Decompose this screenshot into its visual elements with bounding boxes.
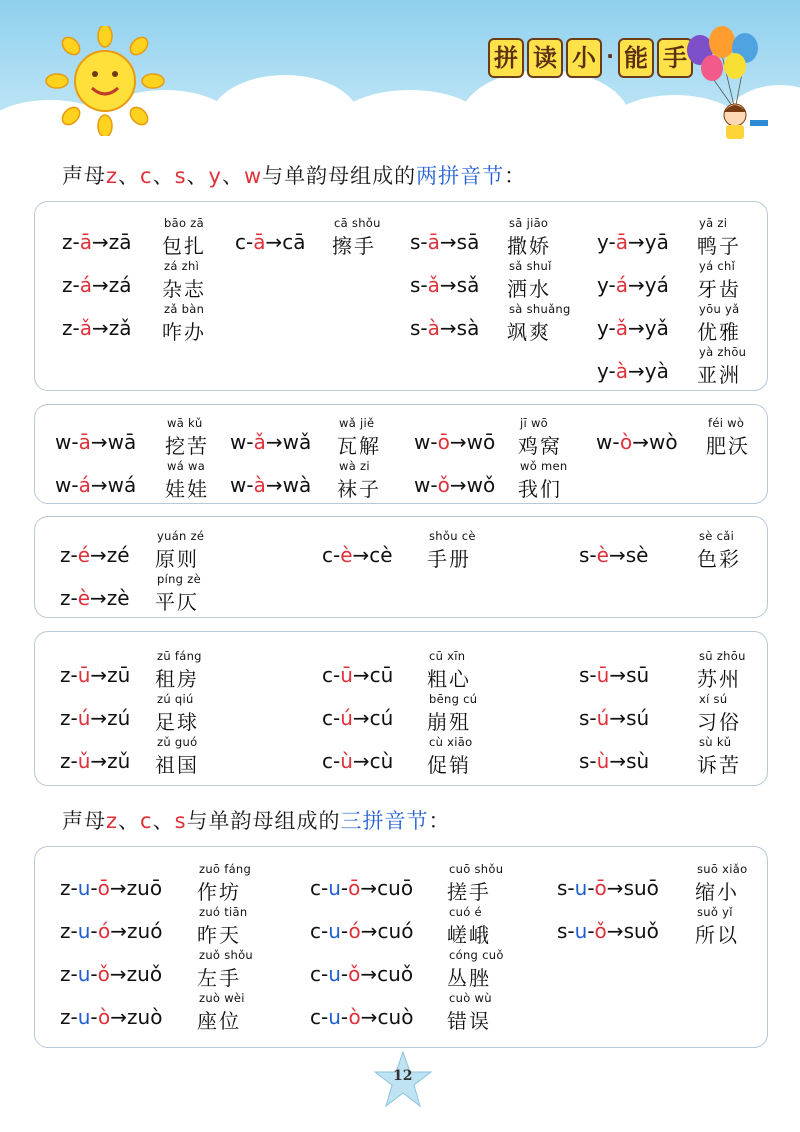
chinese-word: 促销: [427, 753, 471, 777]
vowel-letter: é: [77, 543, 91, 567]
vowel-letter: è: [77, 586, 91, 610]
result-syllable: wō: [466, 430, 496, 454]
vowel-letter: á: [615, 273, 628, 297]
chinese-word: 习俗: [697, 710, 741, 734]
result-syllable: wò: [648, 430, 678, 454]
vowel-letter: è: [340, 543, 353, 567]
syllable-formula: s-ū→sū: [579, 663, 650, 687]
pinyin-annotation: sù kǔ: [699, 735, 732, 749]
chinese-word: 平仄: [155, 590, 199, 614]
medial-letter: u: [328, 876, 341, 900]
vowel-letter: ā: [427, 230, 440, 254]
medial-letter: u: [77, 1005, 91, 1029]
initial-letter: z: [60, 543, 71, 567]
chinese-word: 袜子: [337, 477, 381, 501]
pinyin-annotation: wà zi: [339, 459, 370, 473]
syllable-formula: z-u-ó→zuó: [60, 919, 163, 943]
pinyin-annotation: bēng cú: [429, 692, 478, 706]
syllable-formula: c-u-ó→cuó: [310, 919, 414, 943]
syllable-formula: c-ā→cā: [235, 230, 306, 254]
vowel-letter: ó: [98, 919, 111, 943]
vowel-letter: á: [78, 473, 91, 497]
vowel-letter: è: [596, 543, 609, 567]
pinyin-annotation: píng zè: [157, 572, 201, 586]
pinyin-annotation: suō xiǎo: [697, 862, 748, 876]
initial-letter: w: [55, 473, 72, 497]
chinese-word: 缩小: [695, 880, 739, 904]
heading-prefix: 声母: [62, 164, 106, 188]
chinese-word: 丛脞: [447, 966, 491, 990]
syllable-formula: s-u-ō→suō: [557, 876, 659, 900]
chinese-word: 肥沃: [706, 434, 750, 458]
initial-letter: s: [579, 543, 590, 567]
syllable-formula: z-u-ò→zuò: [60, 1005, 163, 1029]
pinyin-annotation: bāo zā: [164, 216, 204, 230]
result-syllable: yā: [644, 230, 669, 254]
heading-emphasis: 两拼音节: [416, 164, 505, 188]
vowel-letter: ǒ: [97, 962, 110, 986]
initial-letter: y: [597, 359, 609, 383]
vowel-letter: ǒ: [594, 919, 607, 943]
syllable-formula: w-ā→wā: [55, 430, 137, 454]
pinyin-annotation: cuō shǒu: [449, 862, 504, 876]
medial-letter: u: [77, 919, 91, 943]
chinese-word: 撒娇: [507, 234, 551, 258]
initial-letter: s: [410, 230, 421, 254]
pinyin-annotation: yā zi: [699, 216, 728, 230]
result-syllable: sà: [456, 316, 480, 340]
initial-letter: s: [557, 919, 568, 943]
initial-letter: s: [557, 876, 568, 900]
result-syllable: yá: [644, 273, 669, 297]
chinese-word: 咋办: [162, 320, 206, 344]
vowel-letter: ó: [348, 919, 361, 943]
chinese-word: 搓手: [447, 880, 491, 904]
chinese-word: 挖苦: [165, 434, 209, 458]
syllable-formula: w-ò→wò: [596, 430, 678, 454]
result-syllable: sè: [625, 543, 649, 567]
result-syllable: zǎ: [108, 316, 132, 340]
section-2-box: [34, 404, 768, 504]
chinese-word: 租房: [155, 667, 199, 691]
pinyin-annotation: zǔ guó: [157, 735, 198, 749]
chinese-word: 娃娃: [165, 477, 209, 501]
title-char-3: 小: [566, 38, 602, 78]
syllable-formula: c-u-ò→cuò: [310, 1005, 414, 1029]
result-syllable: cuò: [377, 1005, 414, 1029]
result-syllable: cù: [369, 749, 394, 773]
initial-letter: z: [62, 316, 73, 340]
syllable-formula: z-ū→zū: [60, 663, 131, 687]
result-syllable: zū: [107, 663, 131, 687]
vowel-letter: ā: [253, 230, 266, 254]
vowel-letter: ō: [97, 876, 110, 900]
result-syllable: cè: [369, 543, 393, 567]
result-syllable: zuǒ: [126, 962, 163, 986]
heading-prefix: 声母: [62, 809, 106, 833]
chinese-word: 飒爽: [507, 320, 551, 344]
vowel-letter: ǔ: [77, 749, 91, 773]
vowel-letter: ū: [77, 663, 91, 687]
syllable-formula: y-à→yà: [597, 359, 669, 383]
vowel-letter: ā: [78, 430, 91, 454]
result-syllable: zú: [107, 706, 131, 730]
title-badge: [488, 38, 693, 80]
initial-letter: z: [60, 962, 71, 986]
syllable-formula: c-ū→cū: [322, 663, 394, 687]
initial-letter: w: [55, 430, 72, 454]
medial-letter: u: [328, 1005, 341, 1029]
pinyin-annotation: suǒ yǐ: [697, 905, 733, 919]
pinyin-annotation: sè cǎi: [699, 529, 735, 543]
pinyin-annotation: zū fáng: [157, 649, 202, 663]
result-syllable: suǒ: [623, 919, 659, 943]
result-syllable: zā: [108, 230, 132, 254]
initial-letter: z: [60, 663, 71, 687]
initial-letter: s: [410, 273, 421, 297]
initial-letter: c: [310, 1005, 321, 1029]
pinyin-annotation: sā jiāo: [509, 216, 549, 230]
pinyin-annotation: cuó é: [449, 905, 482, 919]
initial-letter: y: [597, 230, 609, 254]
syllable-formula: z-á→zá: [62, 273, 132, 297]
vowel-letter: ǎ: [427, 273, 440, 297]
pinyin-annotation: cù xiāo: [429, 735, 473, 749]
pinyin-annotation: jī wō: [520, 416, 548, 430]
result-syllable: cuó: [377, 919, 414, 943]
chinese-word: 崩殂: [427, 710, 471, 734]
result-syllable: zuó: [127, 919, 163, 943]
chinese-word: 左手: [197, 966, 241, 990]
syllable-formula: w-ǎ→wǎ: [230, 430, 312, 454]
syllable-formula: z-è→zè: [60, 586, 130, 610]
initial-letter: s: [579, 706, 590, 730]
syllable-formula: z-ú→zú: [60, 706, 131, 730]
syllable-formula: c-u-ǒ→cuǒ: [310, 962, 414, 986]
initial-letter: c: [322, 663, 333, 687]
vowel-letter: à: [615, 359, 628, 383]
vowel-letter: ō: [437, 430, 450, 454]
vowel-letter: à: [253, 473, 266, 497]
chinese-word: 色彩: [697, 547, 741, 571]
syllable-formula: s-ù→sù: [579, 749, 650, 773]
heading-initial: w: [243, 164, 263, 188]
chinese-word: 杂志: [162, 277, 206, 301]
syllable-formula: s-ǎ→sǎ: [410, 273, 480, 297]
initial-letter: c: [310, 876, 321, 900]
title-char-1: 拼: [488, 38, 524, 78]
pinyin-annotation: wā kǔ: [167, 416, 203, 430]
initial-letter: s: [579, 749, 590, 773]
pinyin-annotation: zuǒ shǒu: [199, 948, 254, 962]
medial-letter: u: [328, 962, 341, 986]
initial-letter: w: [230, 430, 247, 454]
chinese-word: 足球: [155, 710, 199, 734]
initial-letter: z: [60, 919, 71, 943]
heading-initial: s: [174, 809, 187, 833]
vowel-letter: ǎ: [615, 316, 628, 340]
pinyin-annotation: sà shuǎng: [509, 302, 571, 316]
initial-letter: c: [235, 230, 246, 254]
title-dot: ·: [606, 44, 614, 68]
heading-three-syllable: 声母z、c、s与单韵母组成的三拼音节：: [62, 809, 451, 833]
initial-letter: c: [322, 543, 333, 567]
heading-initial: s: [174, 164, 187, 188]
chinese-word: 鸡窝: [518, 434, 562, 458]
title-char-4: 能: [618, 38, 654, 78]
initial-letter: s: [579, 663, 590, 687]
syllable-formula: s-ú→sú: [579, 706, 650, 730]
result-syllable: zé: [106, 543, 130, 567]
vowel-letter: á: [79, 273, 92, 297]
chinese-word: 座位: [197, 1009, 241, 1033]
vowel-letter: à: [427, 316, 440, 340]
vowel-letter: ú: [596, 706, 610, 730]
result-syllable: zuò: [127, 1005, 163, 1029]
medial-letter: u: [328, 919, 341, 943]
result-syllable: wǎ: [282, 430, 312, 454]
result-syllable: sú: [626, 706, 650, 730]
initial-letter: z: [60, 1005, 71, 1029]
syllable-formula: w-ǒ→wǒ: [414, 473, 496, 497]
chinese-word: 鸭子: [697, 234, 741, 258]
heading-initial: c: [140, 809, 153, 833]
result-syllable: sū: [626, 663, 650, 687]
result-syllable: wà: [282, 473, 312, 497]
result-syllable: zá: [108, 273, 132, 297]
syllable-formula: z-u-ǒ→zuǒ: [60, 962, 163, 986]
syllable-formula: c-ù→cù: [322, 749, 394, 773]
chinese-word: 牙齿: [697, 277, 741, 301]
vowel-letter: ú: [340, 706, 353, 730]
initial-letter: c: [322, 749, 333, 773]
vowel-letter: ū: [340, 663, 353, 687]
header-banner: [0, 0, 800, 140]
result-syllable: cuǒ: [377, 962, 414, 986]
initial-letter: c: [310, 919, 321, 943]
pinyin-annotation: zuò wèi: [199, 991, 245, 1005]
page-number: 12: [393, 1068, 413, 1084]
balloons-girl-icon: [680, 20, 790, 140]
pinyin-annotation: féi wò: [708, 416, 745, 430]
pinyin-annotation: wá wa: [167, 459, 206, 473]
result-syllable: sù: [626, 749, 650, 773]
syllable-formula: z-u-ō→zuō: [60, 876, 163, 900]
vowel-letter: ǒ: [348, 962, 361, 986]
result-syllable: yà: [644, 359, 669, 383]
chinese-word: 作坊: [197, 880, 241, 904]
heading-initial: y: [208, 164, 222, 188]
title-char-5: 手: [657, 38, 693, 78]
result-syllable: cā: [282, 230, 306, 254]
vowel-letter: ō: [348, 876, 361, 900]
heading-initial: z: [106, 809, 119, 833]
vowel-letter: ù: [340, 749, 353, 773]
vowel-letter: ā: [615, 230, 628, 254]
pinyin-annotation: sū zhōu: [699, 649, 746, 663]
initial-letter: z: [60, 586, 71, 610]
syllable-formula: c-ú→cú: [322, 706, 394, 730]
section-3-box: [34, 516, 768, 618]
initial-letter: w: [596, 430, 613, 454]
chinese-word: 亚洲: [697, 363, 741, 387]
syllable-formula: y-ǎ→yǎ: [597, 316, 669, 340]
section-4-box: [34, 631, 768, 786]
sun-icon: [45, 26, 165, 136]
chinese-word: 我们: [518, 477, 562, 501]
chinese-word: 诉苦: [697, 753, 741, 777]
medial-letter: u: [574, 876, 588, 900]
heading-emphasis: 三拼音节: [340, 809, 429, 833]
result-syllable: wá: [107, 473, 137, 497]
initial-letter: z: [60, 749, 71, 773]
vowel-letter: ǎ: [253, 430, 266, 454]
vowel-letter: ù: [596, 749, 610, 773]
vowel-letter: ǎ: [79, 316, 92, 340]
chinese-word: 祖国: [155, 753, 199, 777]
pinyin-annotation: zá zhì: [164, 259, 200, 273]
chinese-word: 优雅: [697, 320, 741, 344]
pinyin-annotation: xí sú: [699, 692, 728, 706]
syllable-formula: z-é→zé: [60, 543, 130, 567]
result-syllable: yǎ: [644, 316, 669, 340]
heading-initial: c: [140, 164, 153, 188]
chinese-word: 瓦解: [337, 434, 381, 458]
pinyin-annotation: cuò wù: [449, 991, 492, 1005]
syllable-formula: z-ǔ→zǔ: [60, 749, 131, 773]
initial-letter: w: [414, 473, 431, 497]
chinese-word: 苏州: [697, 667, 741, 691]
heading-colon: ：: [504, 164, 527, 188]
pinyin-annotation: zuó tiān: [199, 905, 248, 919]
result-syllable: wǒ: [466, 473, 496, 497]
pinyin-annotation: cā shǒu: [334, 216, 381, 230]
heading-initial: z: [106, 164, 119, 188]
initial-letter: y: [597, 316, 609, 340]
heading-colon: ：: [428, 809, 451, 833]
pinyin-annotation: cóng cuǒ: [449, 948, 504, 962]
medial-letter: u: [574, 919, 588, 943]
syllable-formula: z-ǎ→zǎ: [62, 316, 132, 340]
pinyin-annotation: zǎ bàn: [164, 302, 205, 316]
initial-letter: s: [410, 316, 421, 340]
pinyin-annotation: shǒu cè: [429, 529, 476, 543]
pinyin-annotation: sǎ shuǐ: [509, 259, 552, 273]
initial-letter: z: [60, 876, 71, 900]
pinyin-annotation: yà zhōu: [699, 345, 747, 359]
result-syllable: zè: [106, 586, 130, 610]
initial-letter: y: [597, 273, 609, 297]
chinese-word: 嵯峨: [447, 923, 491, 947]
chinese-word: 手册: [427, 547, 471, 571]
syllable-formula: y-á→yá: [597, 273, 669, 297]
result-syllable: cuō: [377, 876, 414, 900]
chinese-word: 错误: [447, 1009, 491, 1033]
medial-letter: u: [77, 962, 91, 986]
vowel-letter: ā: [79, 230, 92, 254]
pinyin-annotation: yuán zé: [157, 529, 205, 543]
vowel-letter: ǒ: [437, 473, 450, 497]
chinese-word: 擦手: [332, 234, 376, 258]
heading-two-syllable: 声母z、c、s、y、w与单韵母组成的两拼音节：: [62, 164, 527, 188]
vowel-letter: ò: [619, 430, 633, 454]
chinese-word: 所以: [695, 923, 739, 947]
initial-letter: z: [62, 273, 73, 297]
vowel-letter: ū: [596, 663, 610, 687]
initial-letter: z: [60, 706, 71, 730]
pinyin-annotation: yá chǐ: [699, 259, 736, 273]
heading-suffix: 与单韵母组成的: [262, 164, 417, 188]
result-syllable: cú: [369, 706, 394, 730]
syllable-formula: s-è→sè: [579, 543, 649, 567]
syllable-formula: c-u-ō→cuō: [310, 876, 414, 900]
vowel-letter: ò: [348, 1005, 361, 1029]
pinyin-annotation: wǒ men: [520, 459, 568, 473]
initial-letter: c: [310, 962, 321, 986]
chinese-word: 昨天: [197, 923, 241, 947]
syllable-formula: s-ā→sā: [410, 230, 480, 254]
result-syllable: zuō: [126, 876, 163, 900]
syllable-formula: w-á→wá: [55, 473, 137, 497]
result-syllable: cū: [369, 663, 394, 687]
syllable-formula: y-ā→yā: [597, 230, 669, 254]
initial-letter: w: [414, 430, 431, 454]
vowel-letter: ō: [594, 876, 607, 900]
result-syllable: suō: [623, 876, 659, 900]
pinyin-annotation: cū xīn: [429, 649, 466, 663]
pinyin-annotation: wǎ jiě: [339, 416, 375, 430]
syllable-formula: w-à→wà: [230, 473, 312, 497]
pinyin-annotation: zú qiú: [157, 692, 194, 706]
result-syllable: sǎ: [456, 273, 480, 297]
syllable-formula: s-u-ǒ→suǒ: [557, 919, 659, 943]
chinese-word: 粗心: [427, 667, 471, 691]
syllable-formula: z-ā→zā: [62, 230, 132, 254]
title-char-2: 读: [527, 38, 563, 78]
syllable-formula: c-è→cè: [322, 543, 393, 567]
result-syllable: wā: [107, 430, 137, 454]
chinese-word: 洒水: [507, 277, 551, 301]
vowel-letter: ò: [98, 1005, 111, 1029]
medial-letter: u: [77, 876, 91, 900]
heading-suffix: 与单韵母组成的: [186, 809, 341, 833]
initial-letter: c: [322, 706, 333, 730]
chinese-word: 包扎: [162, 234, 206, 258]
pinyin-annotation: zuō fáng: [199, 862, 252, 876]
initial-letter: w: [230, 473, 247, 497]
vowel-letter: ú: [77, 706, 91, 730]
result-syllable: sā: [456, 230, 480, 254]
initial-letter: z: [62, 230, 73, 254]
result-syllable: zǔ: [107, 749, 131, 773]
chinese-word: 原则: [155, 547, 199, 571]
syllable-formula: s-à→sà: [410, 316, 480, 340]
syllable-formula: w-ō→wō: [414, 430, 496, 454]
pinyin-annotation: yōu yǎ: [699, 302, 740, 316]
